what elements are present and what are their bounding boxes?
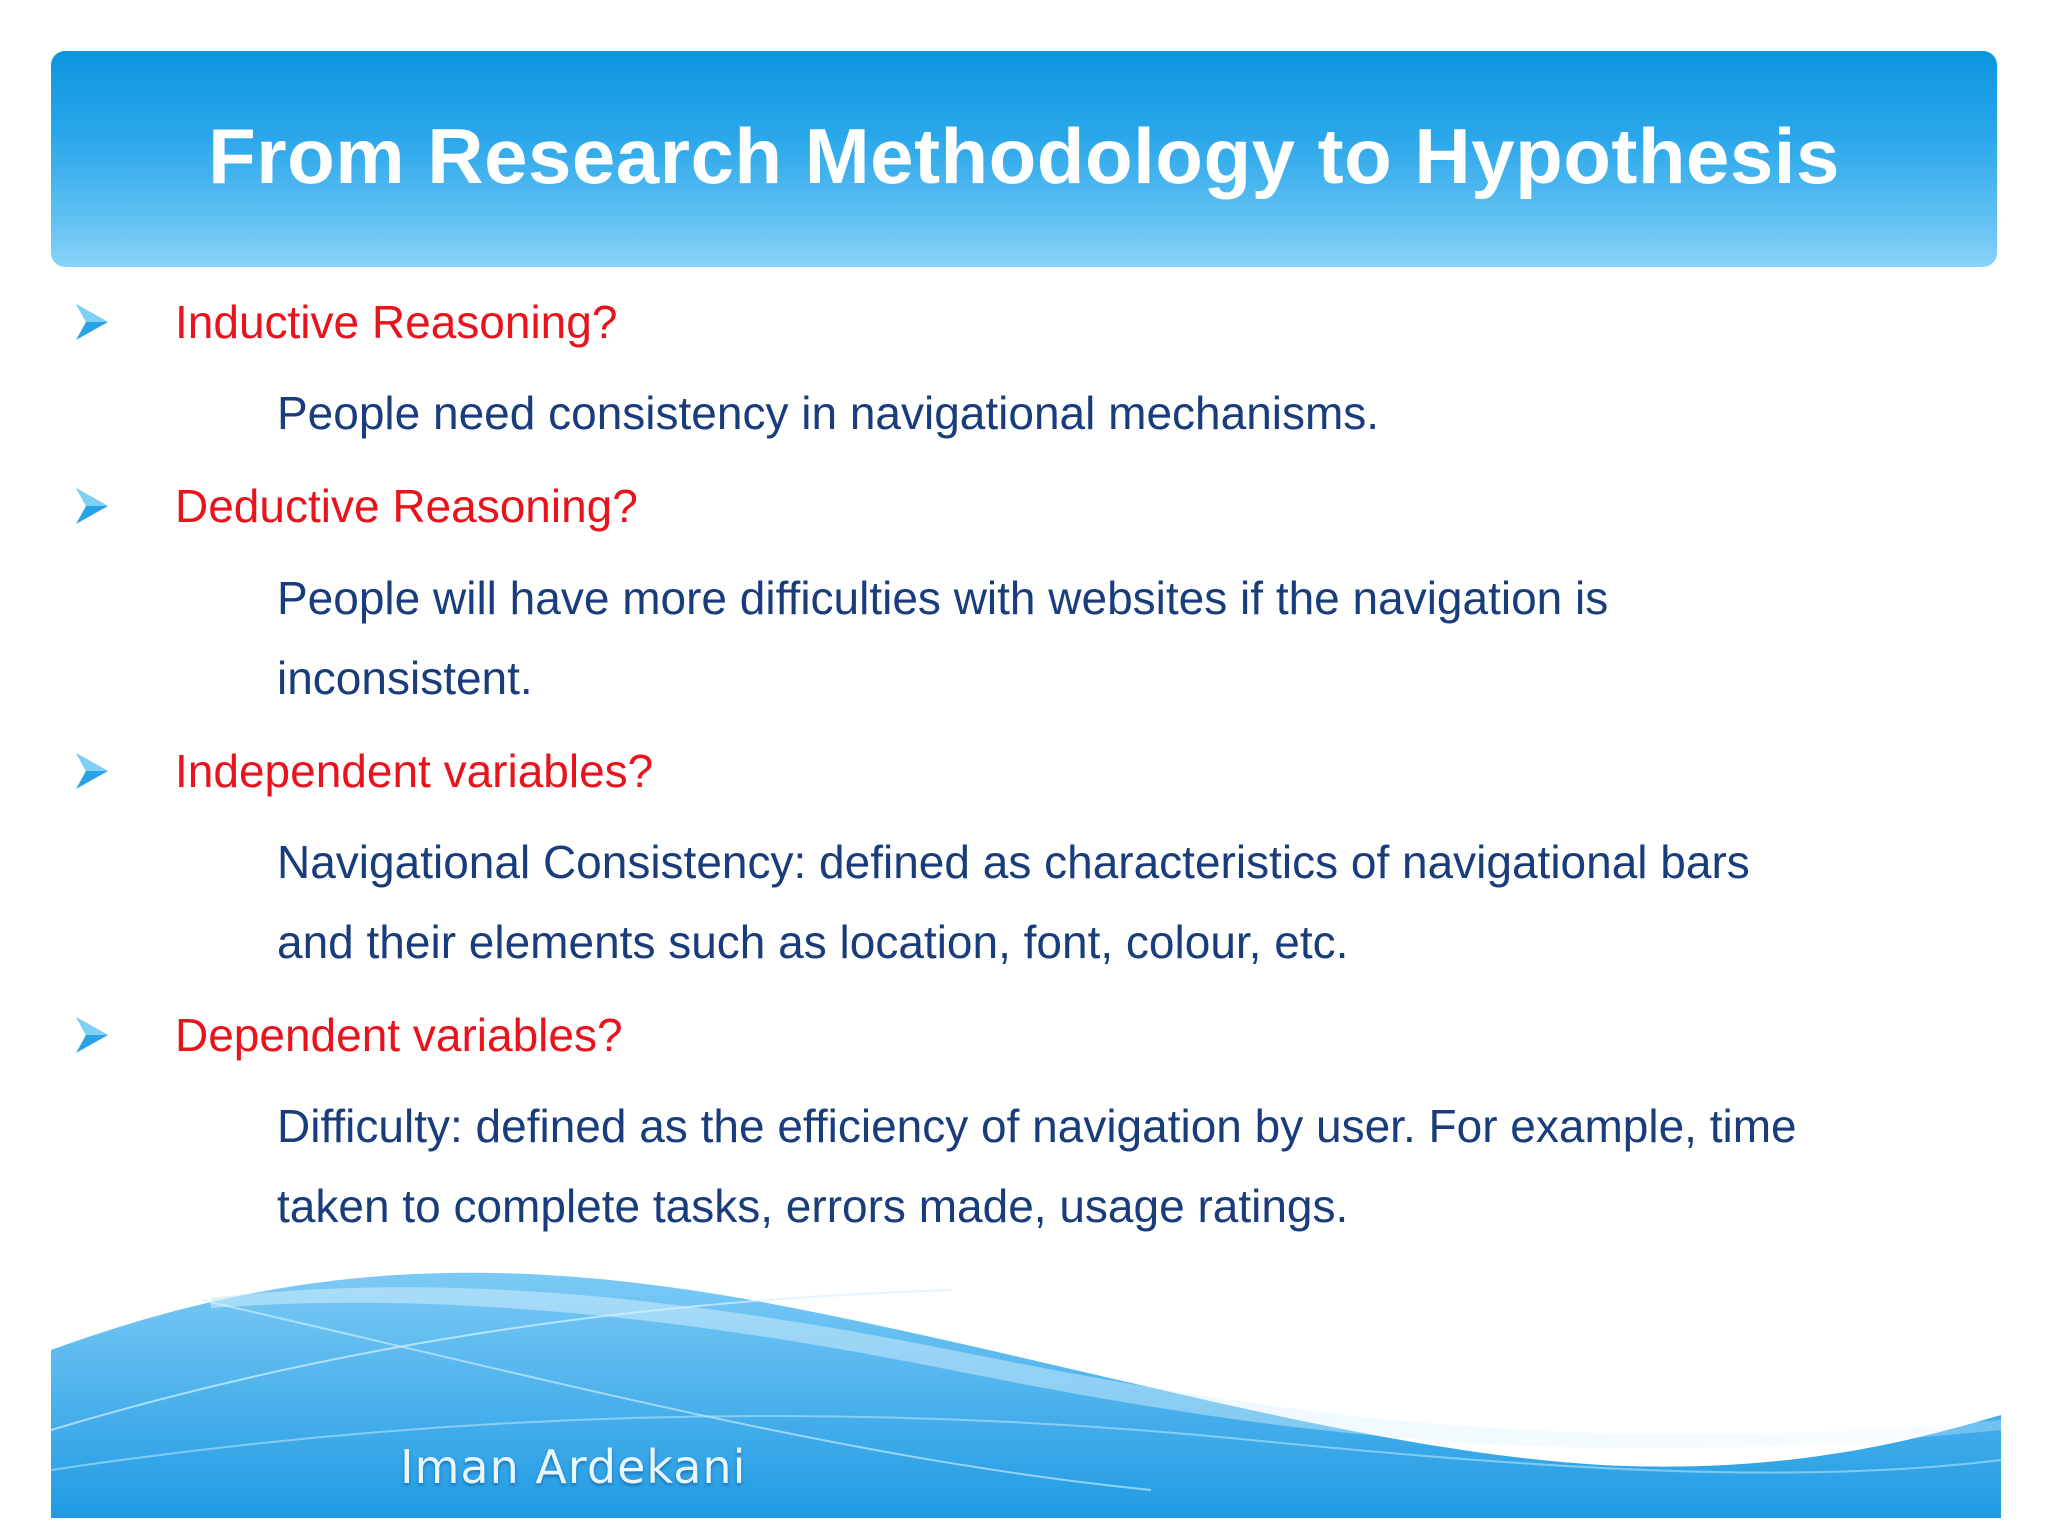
bullet-heading: Deductive Reasoning? xyxy=(175,480,638,532)
bullet-body-line: and their elements such as location, font, colour, etc. xyxy=(277,916,1349,968)
bullet-body-line: People will have more difficulties with websites if the navigation is xyxy=(277,572,1609,624)
arrow-bullet-icon xyxy=(74,302,110,342)
bullet-body-line: Navigational Consistency: defined as characteristics of navigational bars xyxy=(277,836,1750,888)
bullet-body-line: Difficulty: defined as the efficiency of navigation by user. For example, time xyxy=(277,1100,1797,1152)
wave-footer xyxy=(51,1260,2001,1518)
bullet-body-line: taken to complete tasks, errors made, usage ratings. xyxy=(277,1180,1349,1232)
title-bar xyxy=(51,51,1997,267)
bullet-heading: Inductive Reasoning? xyxy=(175,296,618,348)
arrow-bullet-icon xyxy=(74,751,110,791)
bullet-heading: Independent variables? xyxy=(175,745,654,797)
slide-title: From Research Methodology to Hypothesis xyxy=(208,111,1840,200)
author-name: Iman Ardekani xyxy=(400,1440,747,1494)
bullet-body-line: inconsistent. xyxy=(277,652,533,704)
bullet-body-line: People need consistency in navigational mechanisms. xyxy=(277,387,1380,439)
arrow-bullet-icon xyxy=(74,1015,110,1055)
arrow-bullet-icon xyxy=(74,486,110,526)
bullet-heading: Dependent variables? xyxy=(175,1009,623,1061)
